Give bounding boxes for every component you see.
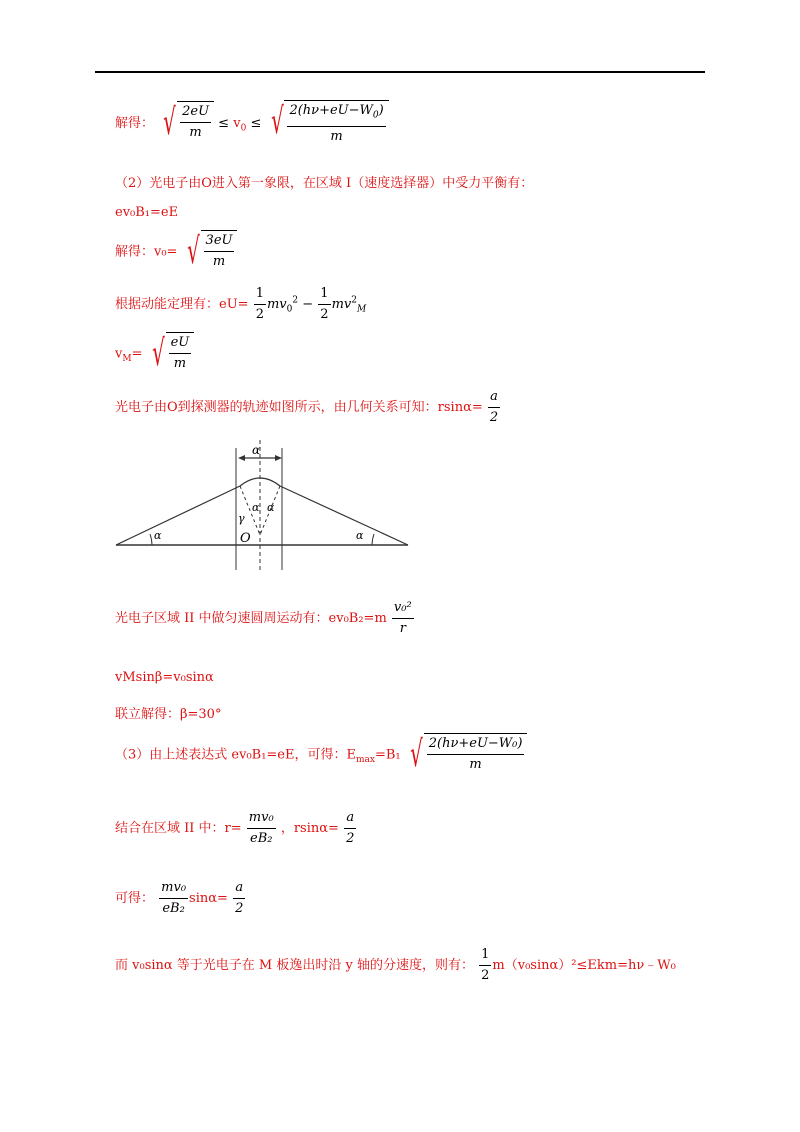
frac-bot: m: [189, 125, 202, 141]
label-gamma: γ: [238, 512, 245, 525]
paren: ): [378, 103, 384, 118]
eq: =: [328, 821, 339, 836]
eq: =B₁: [374, 747, 401, 763]
label: 解得：: [115, 115, 155, 131]
label: v: [115, 346, 123, 362]
frac-top: v₀²: [392, 598, 414, 619]
frac-top: 2(hν+eU−W: [289, 103, 373, 118]
frac-bot: 2: [489, 410, 499, 425]
label-alpha-mid: α: [252, 501, 260, 514]
sqrt-1: √ $\frac{2eU}{m}$: [158, 101, 214, 145]
sqrt: √ $\frac{eU}{m}$: [147, 332, 195, 376]
frac-top: 1: [479, 945, 491, 966]
mid: ，rsinα: [280, 821, 329, 836]
label: 根据动能定理有：eU=: [115, 297, 249, 312]
solution-line-4: [115, 230, 237, 274]
leq: ≤: [250, 115, 262, 131]
frac-top: 1: [318, 284, 330, 305]
label: 可得：: [115, 891, 155, 906]
trajectory-diagram: [112, 440, 412, 572]
end: m（v₀sinα）²≤Ekm=hν﹣W₀: [492, 958, 676, 973]
solution-line-12: [115, 808, 357, 849]
leq: ≤: [218, 115, 230, 131]
label-alpha-right: α: [356, 529, 364, 542]
frac-bot: m: [173, 356, 187, 371]
sub: 0: [286, 304, 293, 315]
frac-top: 3eU: [204, 231, 235, 252]
label-a: α: [252, 443, 261, 457]
label: 光电子区域 II 中做匀速圆周运动有：ev₀B₂=m: [115, 611, 387, 626]
solution-line-8: [115, 598, 415, 639]
frac-top: a: [344, 808, 356, 829]
arrow-right: [275, 455, 282, 461]
solution-line-5: [115, 284, 366, 325]
label-alpha-mid2: α: [267, 501, 275, 514]
frac-top: mv₀: [159, 878, 188, 899]
solution-line-13: [115, 878, 246, 919]
sup: 2: [351, 295, 357, 306]
sqrt: √ $\frac{3eU}{m}$: [182, 230, 238, 274]
frac-bot: m: [212, 254, 226, 269]
header-rule: [95, 71, 705, 73]
label: 光电子由O到探测器的轨迹如图所示，由几何关系可知：rsinα=: [115, 400, 483, 415]
frac-bot: 2: [346, 831, 355, 846]
v0-sub: 0: [240, 123, 247, 134]
solution-line-7: [115, 387, 501, 428]
label: 结合在区域 II 中：r: [115, 821, 231, 836]
sub: M: [122, 354, 132, 365]
label: 解得：v₀=: [115, 244, 178, 260]
sup: 2: [292, 295, 299, 306]
frac-bot: m: [469, 757, 482, 772]
solution-line-14: [115, 945, 676, 986]
frac-bot: 2: [481, 968, 490, 983]
solution-line-11: [115, 733, 527, 777]
v0: v: [233, 115, 241, 131]
sub: 0: [372, 110, 379, 121]
frac-bot: eB₂: [250, 831, 273, 846]
frac-top: eU: [169, 333, 192, 354]
mv: mv: [331, 297, 352, 312]
frac-top: 1: [254, 284, 266, 305]
eq: =: [230, 821, 242, 836]
solution-line-1: [115, 100, 389, 147]
frac-bot: 2: [255, 307, 264, 322]
eq: =: [131, 346, 143, 362]
label-origin: O: [240, 531, 251, 546]
frac-bot: 2: [320, 307, 329, 322]
solution-line-6: [115, 332, 194, 376]
minus: −: [302, 297, 314, 312]
frac-top: mv₀: [247, 808, 276, 829]
frac-top: a: [233, 878, 245, 899]
frac-bot: eB₂: [162, 901, 185, 916]
frac-bot: m: [330, 128, 343, 144]
sub: max: [355, 755, 375, 766]
frac-top: 2eU: [180, 102, 211, 123]
right-line: [280, 486, 408, 545]
frac-bot: r: [399, 621, 406, 636]
mv: mv: [266, 297, 287, 312]
sqrt: √ $\frac{\text{2(hν+eU−W₀)}}{m}$: [405, 733, 528, 777]
label: 而 v₀sinα 等于光电子在 M 板逸出时沿 y 轴的分速度，则有：: [115, 958, 474, 973]
solution-line-2: （2）光电子由O进入第一象限，在区域 I（速度选择器）中受力平衡有：: [115, 176, 534, 191]
frac-top: 2(hν+eU−W₀): [427, 734, 525, 755]
eq: =: [217, 891, 228, 906]
solution-line-10: 联立解得：β=30°: [115, 707, 222, 722]
sqrt-2: √ $\frac{2(h\nu+eU-W_0)}{m}$: [266, 100, 389, 147]
angle-arc-left: [150, 534, 152, 545]
frac-bot: 2: [235, 901, 244, 916]
solution-line-9: vMsinβ=v₀sinα: [115, 670, 214, 685]
frac-top: a: [488, 387, 500, 408]
sub: M: [356, 304, 367, 315]
label: （3）由上述表达式 ev₀B₁=eE，可得：E: [115, 747, 356, 763]
solution-line-3: ev₀B₁=eE: [115, 205, 179, 220]
arrow-left: [238, 455, 245, 461]
left-line: [116, 486, 240, 545]
label-alpha-left: α: [154, 529, 162, 542]
mid: sinα: [189, 891, 218, 906]
angle-arc-right: [372, 534, 374, 545]
